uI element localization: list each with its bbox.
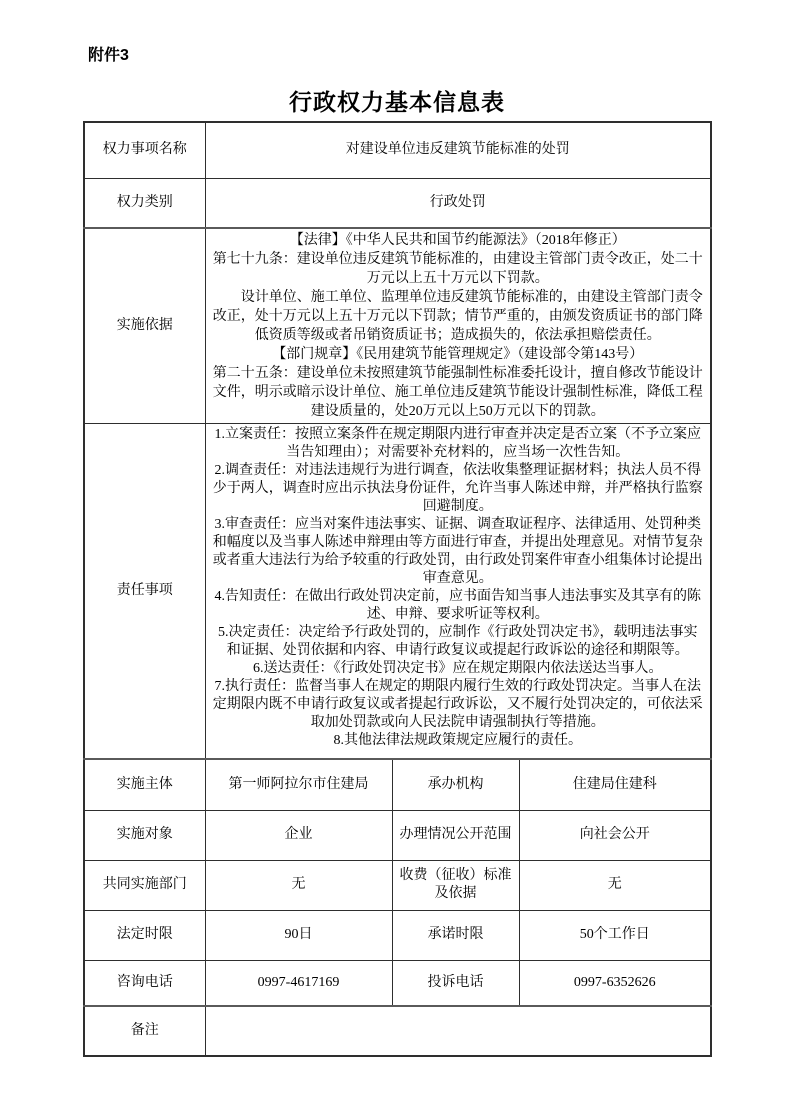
legal-basis-value <box>205 228 711 424</box>
statutory-time-limit-label: 法定时限 <box>84 910 205 960</box>
joint-departments-label: 共同实施部门 <box>84 860 205 910</box>
target-label: 实施对象 <box>84 810 205 860</box>
responsibility-item: 1.立案责任：按照立案条件在规定期限内进行审查并决定是否立案（不予立案应当告知理由）；对需要补充材料的，应当场一次性告知。 <box>214 427 702 460</box>
row-power-name <box>84 122 711 178</box>
remarks-label: 备注 <box>84 1006 205 1056</box>
implementer-value: 第一师阿拉尔市住建局 <box>205 759 392 810</box>
responsibility-item: 7.执行责任：监督当事人在规定的期限内履行生效的行政处罚决定。当事人在法定期限内既不申请行政复议或者提起行政诉讼，又不履行处罚决定的，可依法采取加处罚款或向人民法院申请强制执行等措施。 <box>212 679 703 730</box>
power-name-value: 对建设单位违反建筑节能标准的处罚 <box>205 122 711 178</box>
responsibility-item: 2.调查责任：对违法违规行为进行调查，依法收集整理证据材料；执法人员不得少于两人，调查时应出示执法身份证件，允许当事人陈述申辩，并严格执行监察回避制度。 <box>212 463 703 514</box>
disclosure-scope-label: 办理情况公开范围 <box>392 810 519 860</box>
responsibility-item: 4.告知责任：在做出行政处罚决定前，应书面告知当事人违法事实及其享有的陈述、申辩、要求听证等权利。 <box>214 589 702 622</box>
implementer-label: 实施主体 <box>84 759 205 810</box>
legal-basis-content <box>212 231 705 421</box>
handling-org-label: 承办机构 <box>392 759 519 810</box>
responsibility-item: 5.决定责任：决定给予行政处罚的，应制作《行政处罚决定书》，载明违法事实和证据、处罚依据和内容、申请行政复议或提起行政诉讼的途径和期限等。 <box>218 625 698 658</box>
complaint-phone-value: 0997-6352626 <box>519 960 711 1006</box>
row-legal-basis <box>84 228 711 424</box>
fee-standard-value: 无 <box>519 860 711 910</box>
power-type-value: 行政处罚 <box>205 178 711 228</box>
row-phones <box>84 960 711 1006</box>
remarks-value <box>205 1006 711 1056</box>
responsibilities-value <box>205 424 711 760</box>
responsibility-item: 6.送达责任：《行政处罚决定书》应在规定期限内依法送达当事人。 <box>253 661 663 676</box>
handling-org-value: 住建局住建科 <box>519 759 711 810</box>
row-remarks <box>84 1006 711 1056</box>
legal-basis-label: 实施依据 <box>84 228 205 424</box>
joint-departments-value: 无 <box>205 860 392 910</box>
page-title: 行政权力基本信息表 <box>289 90 505 115</box>
attachment-label: 附件3 <box>88 47 129 64</box>
legal-basis-paragraph: 设计单位、施工单位、监理单位违反建筑节能标准的，由建设主管部门责令改正，处十万元以上五十万元以下罚款；情节严重的，由颁发资质证书的部门降低资质等级或者吊销资质证书；造成损失的，依法承担赔偿责任。 <box>212 290 703 343</box>
legal-basis-paragraph: 【法律】《中华人民共和国节约能源法》（2018年修正） <box>289 233 626 248</box>
target-value: 企业 <box>205 810 392 860</box>
responsibilities-label: 责任事项 <box>84 424 205 760</box>
fee-standard-label: 收费（征收）标准及依据 <box>392 860 519 910</box>
inquiry-phone-value: 0997-4617169 <box>205 960 392 1006</box>
legal-basis-paragraph: 第七十九条：建设单位违反建筑节能标准的，由建设主管部门责令改正，处二十万元以上五十万元以下罚款。 <box>212 252 703 286</box>
promised-time-limit-value: 50个工作日 <box>519 910 711 960</box>
inquiry-phone-label: 咨询电话 <box>84 960 205 1006</box>
power-type-label: 权力类别 <box>84 178 205 228</box>
row-implementer <box>84 759 711 810</box>
statutory-time-limit-value: 90日 <box>205 910 392 960</box>
disclosure-scope-value: 向社会公开 <box>519 810 711 860</box>
row-joint-departments <box>84 860 711 910</box>
row-power-type <box>84 178 711 228</box>
responsibility-item: 8.其他法律法规政策规定应履行的责任。 <box>333 733 583 748</box>
complaint-phone-label: 投诉电话 <box>392 960 519 1006</box>
row-responsibilities <box>84 424 711 760</box>
info-table <box>83 121 712 1057</box>
responsibilities-content <box>212 426 705 756</box>
legal-basis-paragraph: 第二十五条：建设单位未按照建筑节能强制性标准委托设计，擅自修改节能设计文件，明示或暗示设计单位、施工单位违反建筑节能设计强制性标准，降低工程建设质量的，处20万元以上50万元以下的罚款。 <box>212 366 703 419</box>
promised-time-limit-label: 承诺时限 <box>392 910 519 960</box>
responsibility-item: 3.审查责任：应当对案件违法事实、证据、调查取证程序、法律适用、处罚种类和幅度以及当事人陈述申辩理由等方面进行审查，并提出处理意见。对情节复杂或者重大违法行为给予较重的行政处罚，由行政处罚案件审查小组集体讨论提出审查意见。 <box>212 517 703 586</box>
row-target <box>84 810 711 860</box>
power-name-label: 权力事项名称 <box>84 122 205 178</box>
row-time-limits <box>84 910 711 960</box>
legal-basis-paragraph: 【部门规章】《民用建筑节能管理规定》（建设部令第143号） <box>272 347 644 362</box>
